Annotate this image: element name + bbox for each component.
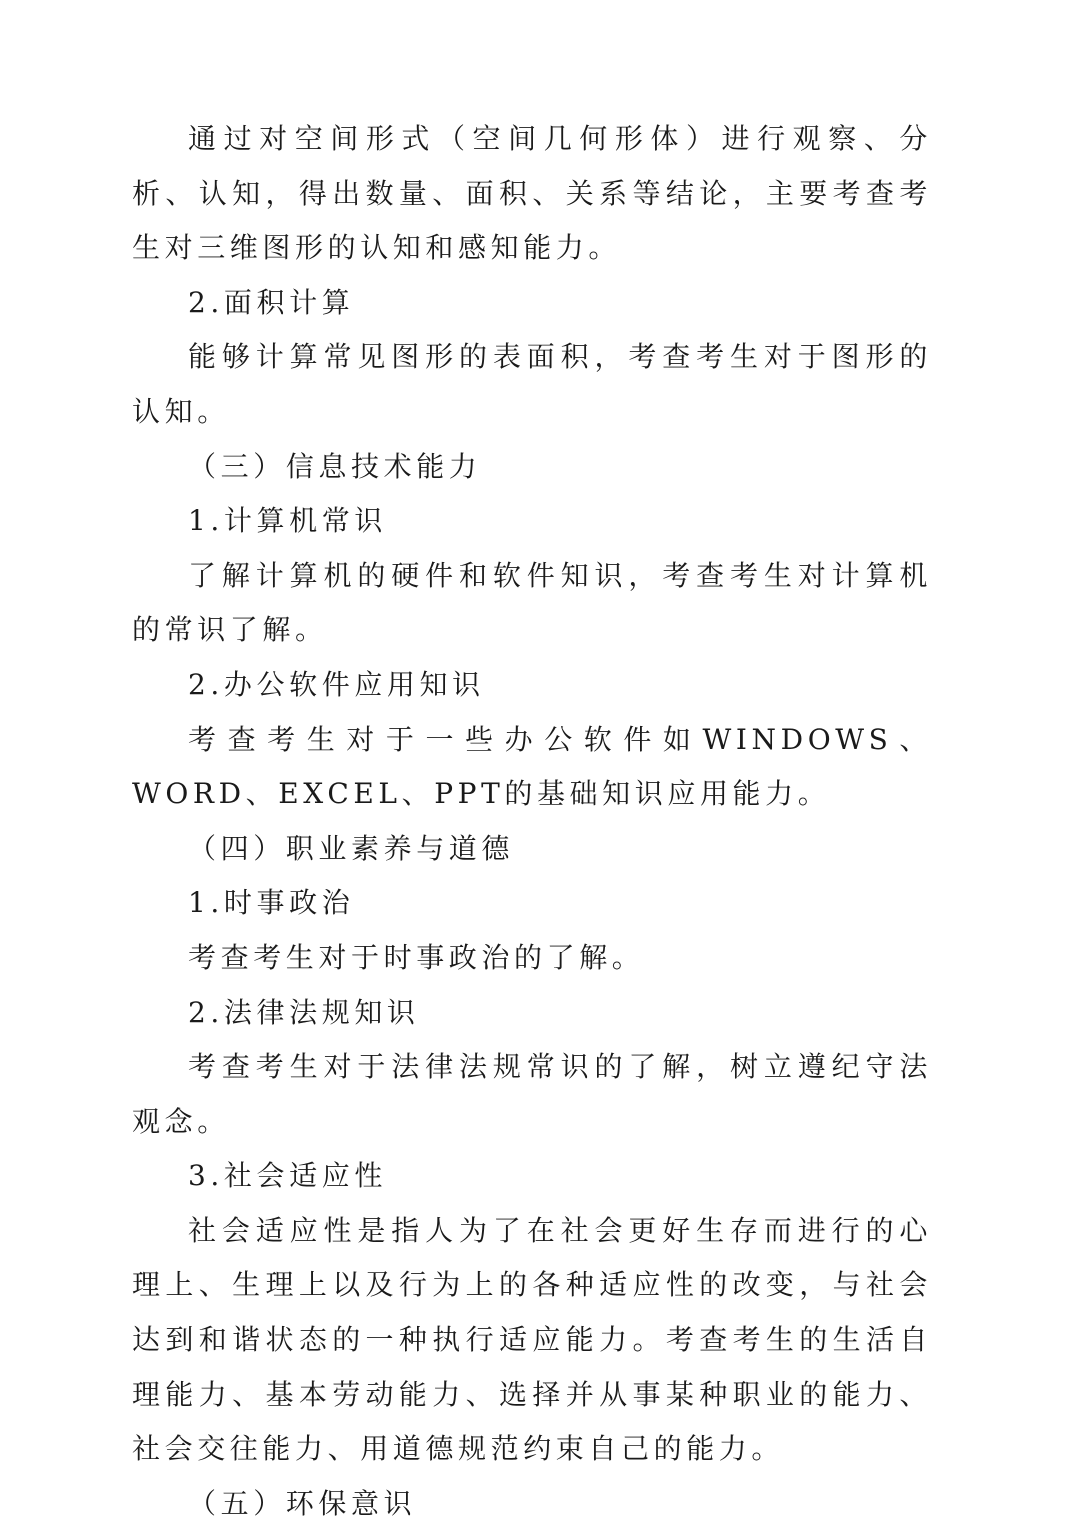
paragraph-social-adaptability: 社会适应性是指人为了在社会更好生存而进行的心理上、生理上以及行为上的各种适应性的改变，与社会达到和谐状态的一种执行适应能力。考查考生的生活自理能力、基本劳动能力、选择并从事某种职业的能力、社会交往能力、用道德规范约束自己的能力。	[132, 1213, 932, 1466]
paragraph-computer-basics: 了解计算机的硬件和软件知识，考查考生对计算机的常识了解。	[132, 558, 932, 647]
document-body	[132, 112, 932, 1531]
heading-current-affairs: 1.时事政治	[188, 886, 355, 920]
heading-office-software: 2.办公软件应用知识	[188, 667, 485, 701]
heading-laws-regulations: 2.法律法规知识	[188, 995, 420, 1029]
paragraph-office-software: 考查考生对于一些办公软件如WINDOWS、WORD、EXCEL、PPT的基础知识应用能力。	[132, 722, 932, 811]
section-heading-environmental-awareness: （五）环保意识	[188, 1486, 417, 1520]
paragraph-laws-regulations: 考查考生对于法律法规常识的了解，树立遵纪守法观念。	[132, 1050, 932, 1138]
heading-social-adaptability: 3.社会适应性	[188, 1159, 387, 1193]
paragraph-current-affairs: 考查考生对于时事政治的了解。	[188, 940, 645, 974]
heading-computer-basics: 1.计算机常识	[188, 504, 387, 538]
paragraph-spatial-cognition: 通过对空间形式（空间几何形体）进行观察、分析、认知，得出数量、面积、关系等结论，主要考查考生对三维图形的认知和感知能力。	[132, 122, 932, 265]
section-heading-it-ability: （三）信息技术能力	[188, 449, 482, 483]
paragraph-area-calculation: 能够计算常见图形的表面积，考查考生对于图形的认知。	[132, 340, 932, 428]
section-heading-professional-ethics: （四）职业素养与道德	[188, 831, 515, 865]
heading-area-calculation: 2.面积计算	[188, 285, 355, 319]
